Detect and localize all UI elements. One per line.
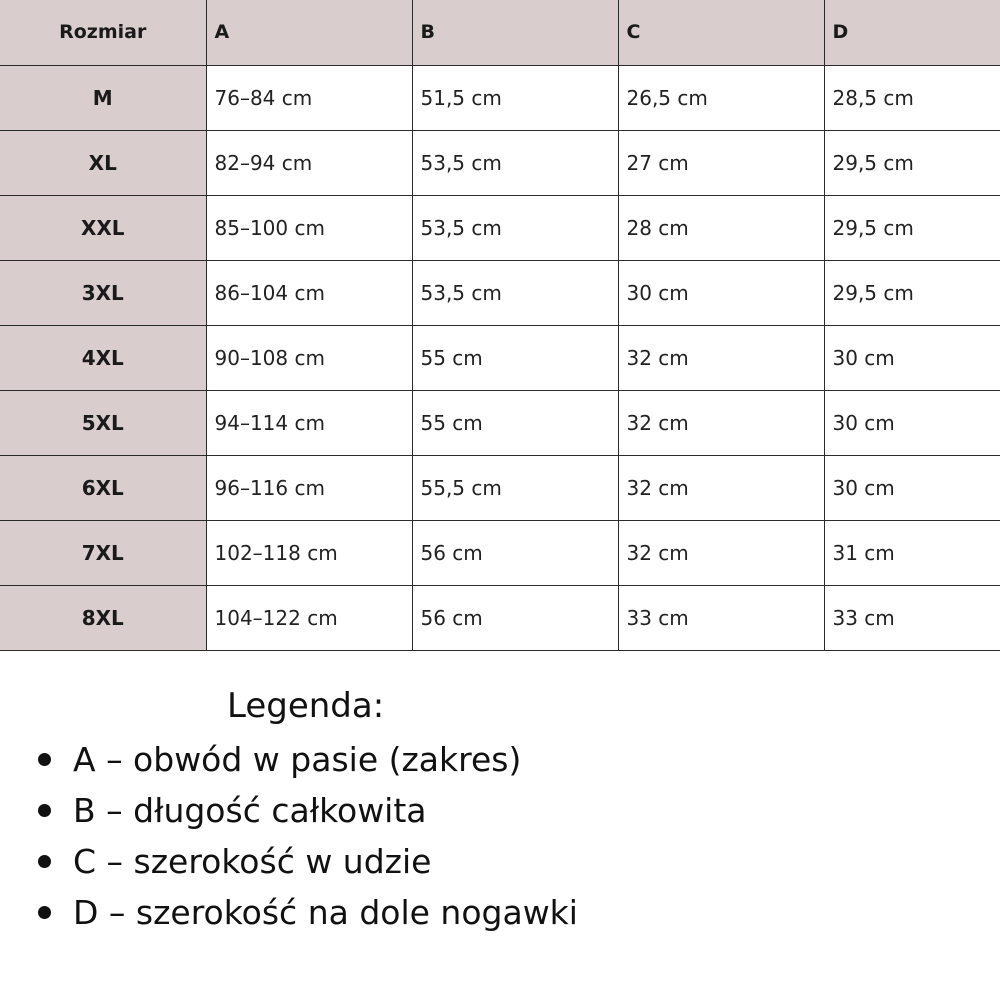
- cell-d: 28,5 cm: [824, 65, 1000, 130]
- cell-d: 30 cm: [824, 325, 1000, 390]
- cell-c: 28 cm: [618, 195, 824, 260]
- legend-item-text: A – obwód w pasie (zakres): [73, 740, 522, 779]
- legend-title: Legenda:: [227, 686, 385, 726]
- cell-b: 53,5 cm: [412, 130, 618, 195]
- cell-c: 32 cm: [618, 520, 824, 585]
- legend-list: [0, 734, 1000, 938]
- table-row: [0, 195, 1000, 260]
- legend-item-text: C – szerokość w udzie: [73, 842, 432, 881]
- cell-a: 76–84 cm: [206, 65, 412, 130]
- table-row: [0, 325, 1000, 390]
- cell-b: 55 cm: [412, 390, 618, 455]
- header-d: D: [824, 0, 1000, 65]
- table-row: [0, 65, 1000, 130]
- cell-c: 32 cm: [618, 455, 824, 520]
- legend-item: [0, 836, 1000, 887]
- legend: [0, 682, 1000, 938]
- header-c: C: [618, 0, 824, 65]
- legend-item: [0, 887, 1000, 938]
- cell-c: 26,5 cm: [618, 65, 824, 130]
- cell-a: 90–108 cm: [206, 325, 412, 390]
- cell-d: 33 cm: [824, 585, 1000, 650]
- cell-b: 51,5 cm: [412, 65, 618, 130]
- cell-b: 53,5 cm: [412, 260, 618, 325]
- legend-item-text: D – szerokość na dole nogawki: [73, 893, 578, 932]
- cell-c: 33 cm: [618, 585, 824, 650]
- size-cell: 7XL: [0, 520, 206, 585]
- legend-item: [0, 785, 1000, 836]
- cell-a: 94–114 cm: [206, 390, 412, 455]
- cell-b: 56 cm: [412, 585, 618, 650]
- size-cell: XL: [0, 130, 206, 195]
- bullet-icon: [38, 906, 51, 919]
- cell-a: 82–94 cm: [206, 130, 412, 195]
- legend-item: [0, 734, 1000, 785]
- cell-d: 29,5 cm: [824, 260, 1000, 325]
- bullet-icon: [38, 855, 51, 868]
- cell-d: 29,5 cm: [824, 195, 1000, 260]
- size-cell: 4XL: [0, 325, 206, 390]
- cell-b: 56 cm: [412, 520, 618, 585]
- bullet-icon: [38, 753, 51, 766]
- size-cell: XXL: [0, 195, 206, 260]
- cell-c: 32 cm: [618, 390, 824, 455]
- header-size: Rozmiar: [0, 0, 206, 65]
- table-header-row: [0, 0, 1000, 65]
- cell-c: 27 cm: [618, 130, 824, 195]
- cell-a: 102–118 cm: [206, 520, 412, 585]
- header-b: B: [412, 0, 618, 65]
- cell-d: 30 cm: [824, 390, 1000, 455]
- size-cell: 6XL: [0, 455, 206, 520]
- size-cell: 8XL: [0, 585, 206, 650]
- bullet-icon: [38, 804, 51, 817]
- cell-d: 31 cm: [824, 520, 1000, 585]
- size-cell: 3XL: [0, 260, 206, 325]
- cell-d: 30 cm: [824, 455, 1000, 520]
- cell-a: 85–100 cm: [206, 195, 412, 260]
- cell-c: 30 cm: [618, 260, 824, 325]
- size-cell: 5XL: [0, 390, 206, 455]
- cell-d: 29,5 cm: [824, 130, 1000, 195]
- table-row: [0, 455, 1000, 520]
- cell-c: 32 cm: [618, 325, 824, 390]
- size-cell: M: [0, 65, 206, 130]
- cell-a: 96–116 cm: [206, 455, 412, 520]
- table-row: [0, 260, 1000, 325]
- table-row: [0, 390, 1000, 455]
- table-row: [0, 130, 1000, 195]
- cell-b: 55 cm: [412, 325, 618, 390]
- cell-b: 53,5 cm: [412, 195, 618, 260]
- cell-b: 55,5 cm: [412, 455, 618, 520]
- header-a: A: [206, 0, 412, 65]
- cell-a: 86–104 cm: [206, 260, 412, 325]
- table-row: [0, 520, 1000, 585]
- cell-a: 104–122 cm: [206, 585, 412, 650]
- legend-item-text: B – długość całkowita: [73, 791, 427, 830]
- table-row: [0, 585, 1000, 650]
